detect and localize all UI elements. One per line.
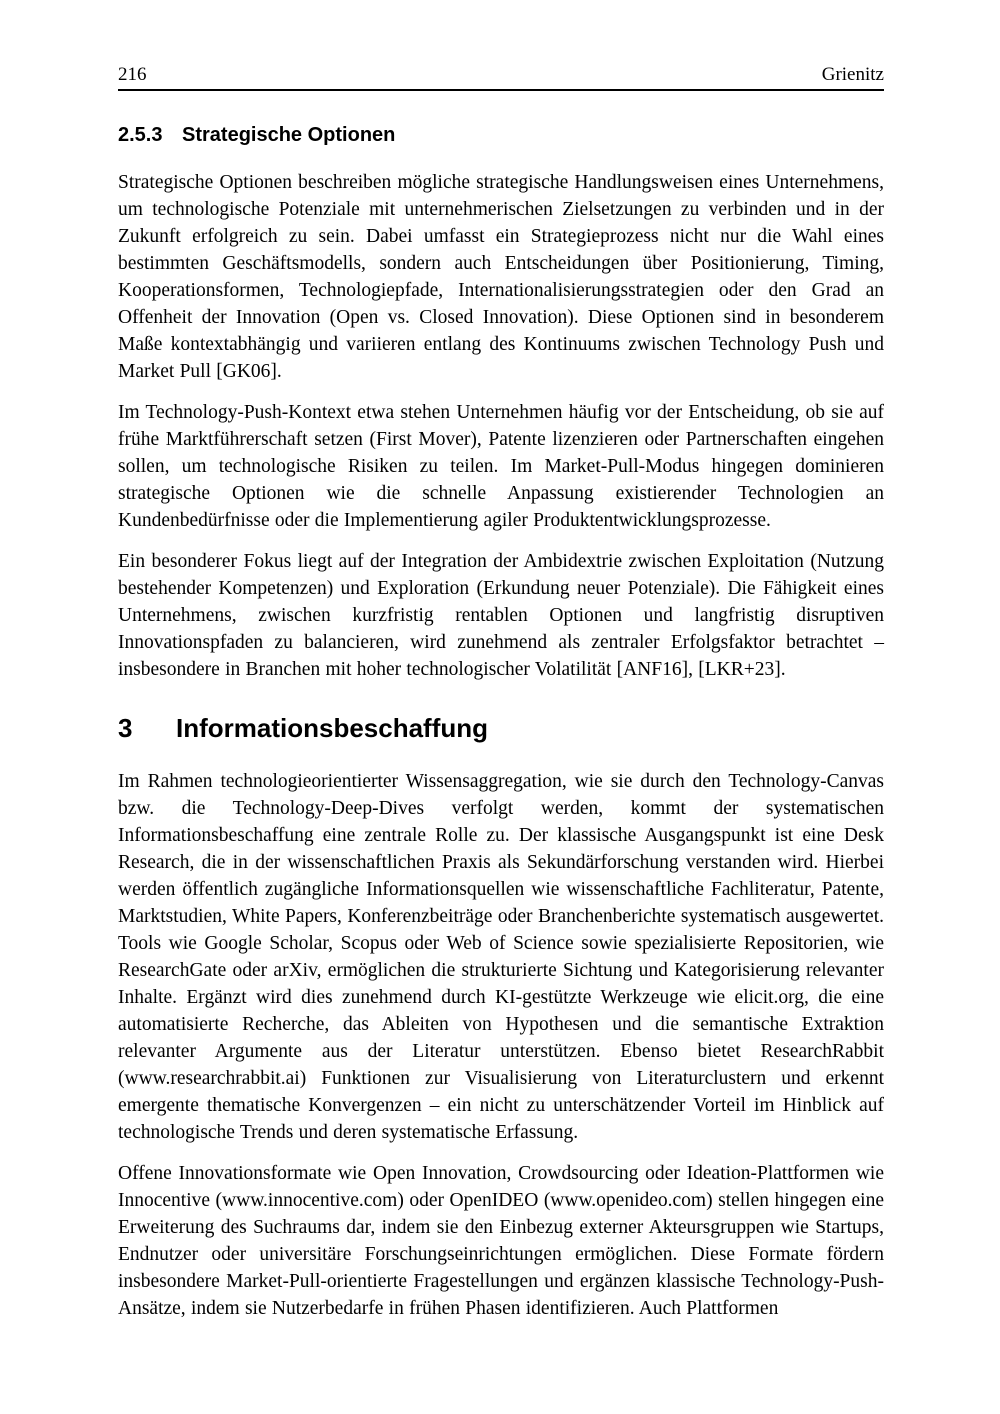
paragraph: Offene Innovationsformate wie Open Innovation, Crowdsourcing oder Ideation-Plattformen wie Innocentive (www.innocentive.com) oder OpenIDEO (www.openideo.com) stellen hingegen eine Erweiterung des Suchraums dar, indem sie den Einbezug externer Akteursgruppen wie Startups, Endnutzer oder universitäre Forschungseinrichtungen ermöglichen. Diese Formate fördern insbesondere Market-Pull-orientierte Fragestellungen und ergänzen klassische Technology-Push-Ansätze, indem sie Nutzerbedarfe in frühen Phasen identifizieren. Auch Plattformen [118, 1163, 884, 1319]
page-number: 216 [118, 64, 147, 85]
section-title: Informationsbeschaffung [176, 713, 489, 743]
section-number: 3 [118, 713, 133, 743]
section-heading [118, 713, 884, 744]
running-head-author: Grienitz [821, 64, 884, 85]
paragraph: Ein besonderer Fokus liegt auf der Integration der Ambidextrie zwischen Exploitation (Nutzung bestehender Kompetenzen) und Exploration (Erkundung neuer Potenziale). Die Fähigkeit eines Unternehmens, zwischen kurzfristig rentablen Optionen und langfristig disruptiven Innovationspfaden zu balancieren, wird zunehmend als zentraler Erfolgsfaktor betrachtet – insbesondere in Branchen mit hoher technologischer Volatilität [ANF16], [LKR+23]. [118, 551, 884, 680]
subsection-number: 2.5.3 [118, 124, 163, 146]
paragraph: Im Rahmen technologieorientierter Wissensaggregation, wie sie durch den Technology-Canvas bzw. die Technology-Deep-Dives verfolgt werden, kommt der systematischen Informationsbeschaffung eine zentrale Rolle zu. Der klassische Ausgangspunkt ist eine Desk Research, die in der wissenschaftlichen Praxis als Sekundärforschung verstanden wird. Hierbei werden öffentlich zugängliche Informationsquellen wie wissenschaftliche Fachliteratur, Patente, Marktstudien, White Papers, Konferenzbeiträge oder Branchenberichte systematisch ausgewertet. Tools wie Google Scholar, Scopus oder Web of Science sowie spezialisierte Repositorien, wie ResearchGate oder arXiv, ermöglichen die strukturierte Sichtung und Kategorisierung relevanter Inhalte. Ergänzt wird dies zunehmend durch KI-gestützte Werkzeuge wie elicit.org, die eine automatisierte Recherche, das Ableiten von Hypothesen und die semantische Extraktion relevanter Argumente aus der Literatur unterstützen. Ebenso bietet ResearchRabbit (www.researchrabbit.ai) Funktionen zur Visualisierung von Literaturclustern und erkennt emergente thematische Konvergenzen – ein nicht zu unterschätzender Vorteil im Hinblick auf technologische Trends und deren systematische Erfassung. [118, 771, 884, 1143]
subsection-heading [118, 123, 884, 147]
paragraph: Strategische Optionen beschreiben mögliche strategische Handlungsweisen eines Unternehmens, um technologische Potenziale mit unternehmerischen Zielsetzungen zu verbinden und in der Zukunft erfolgreich zu sein. Dabei umfasst ein Strategieprozess nicht nur die Wahl eines bestimmten Geschäftsmodells, sondern auch Entscheidungen über Positionierung, Timing, Kooperationsformen, Technologiepfade, Internationalisierungsstrategien oder den Grad an Offenheit der Innovation (Open vs. Closed Innovation). Diese Optionen sind in besonderem Maße kontextabhängig und variieren entlang des Kontinuums zwischen Technology Push und Market Pull [GK06]. [118, 172, 884, 382]
paragraph: Im Technology-Push-Kontext etwa stehen Unternehmen häufig vor der Entscheidung, ob sie auf frühe Marktführerschaft setzen (First Mover), Patente lizenzieren oder Partnerschaften eingehen sollen, um technologische Risiken zu teilen. Im Market-Pull-Modus hingegen dominieren strategische Optionen wie die schnelle Anpassung existierender Technologien an Kundenbedürfnisse oder die Implementierung agiler Produktentwicklungsprozesse. [118, 402, 884, 531]
page-header [118, 64, 884, 91]
subsection-title: Strategische Optionen [182, 124, 396, 146]
